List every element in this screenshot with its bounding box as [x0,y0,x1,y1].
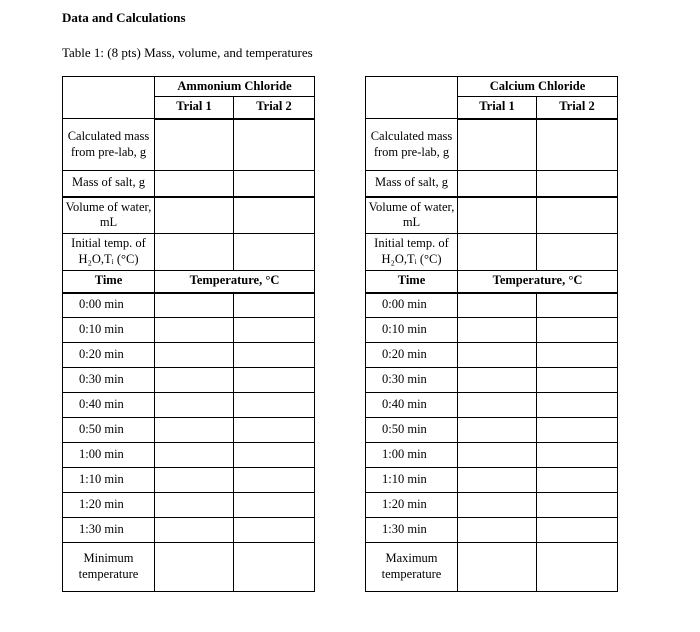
trial-2-cell[interactable] [537,343,618,368]
trial-1-header: Trial 1 [458,97,537,119]
trial-2-cell[interactable] [537,368,618,393]
trial-1-cell[interactable] [458,119,537,171]
time-label: 1:20 min [63,493,155,518]
trial-2-cell[interactable] [234,393,315,418]
trial-1-cell[interactable] [155,443,234,468]
trial-2-header: Trial 2 [537,97,618,119]
corner-cell [366,77,458,119]
trial-1-cell[interactable] [155,493,234,518]
trial-1-cell[interactable] [458,393,537,418]
trial-2-cell[interactable] [234,468,315,493]
time-label: 0:20 min [366,343,458,368]
time-label: 0:10 min [366,318,458,343]
trial-2-cell[interactable] [537,293,618,318]
time-label: 1:10 min [63,468,155,493]
trial-2-cell[interactable] [537,468,618,493]
table-caption: Table 1: (8 pts) Mass, volume, and temperatures [62,45,313,60]
trial-2-cell[interactable] [537,197,618,234]
trial-2-cell[interactable] [537,234,618,271]
trial-1-cell[interactable] [155,393,234,418]
trial-2-cell[interactable] [537,493,618,518]
trial-1-cell[interactable] [458,197,537,234]
time-label: 1:30 min [63,518,155,543]
trial-2-cell[interactable] [234,234,315,271]
page-heading: Data and Calculations [62,10,186,25]
trial-1-cell[interactable] [155,119,234,171]
trial-1-cell[interactable] [155,197,234,234]
calculated-mass-label: Calculated mass from pre-lab, g [366,119,458,171]
time-label: 0:20 min [63,343,155,368]
trial-1-cell[interactable] [155,318,234,343]
trial-1-cell[interactable] [458,443,537,468]
volume-of-water-label: Volume of water, mL [366,197,458,234]
trial-1-cell[interactable] [155,543,234,592]
time-header: Time [63,271,155,293]
trial-1-cell[interactable] [458,293,537,318]
trial-2-cell[interactable] [234,119,315,171]
compound-header: Calcium Chloride [458,77,618,97]
trial-1-cell[interactable] [458,518,537,543]
initial-temp-label: Initial temp. of H₂O,Tᵢ (°C) [63,234,155,271]
trial-1-cell[interactable] [155,368,234,393]
temperature-header: Temperature, °C [458,271,618,293]
trial-2-cell[interactable] [234,418,315,443]
trial-2-cell[interactable] [537,518,618,543]
time-label: 0:40 min [63,393,155,418]
trial-2-cell[interactable] [537,543,618,592]
trial-1-cell[interactable] [458,171,537,197]
time-label: 1:30 min [366,518,458,543]
time-label: 1:10 min [366,468,458,493]
temperature-header: Temperature, °C [155,271,315,293]
trial-1-cell[interactable] [155,171,234,197]
trial-2-cell[interactable] [234,343,315,368]
time-label: 1:00 min [63,443,155,468]
maximum-temperature-label: Maximum temperature [366,543,458,592]
trial-2-cell[interactable] [234,443,315,468]
trial-2-cell[interactable] [234,518,315,543]
trial-2-cell[interactable] [234,543,315,592]
trial-1-cell[interactable] [458,234,537,271]
time-label: 0:50 min [63,418,155,443]
time-label: 1:20 min [366,493,458,518]
trial-2-cell[interactable] [537,171,618,197]
trial-2-cell[interactable] [537,418,618,443]
time-label: 0:00 min [366,293,458,318]
trial-2-header: Trial 2 [234,97,315,119]
trial-1-cell[interactable] [458,493,537,518]
trial-1-cell[interactable] [458,468,537,493]
ammonium-chloride-table [62,76,315,592]
trial-1-cell[interactable] [458,343,537,368]
time-label: 0:30 min [366,368,458,393]
trial-1-cell[interactable] [155,234,234,271]
trial-2-cell[interactable] [234,197,315,234]
trial-2-cell[interactable] [537,119,618,171]
calculated-mass-label: Calculated mass from pre-lab, g [63,119,155,171]
trial-1-cell[interactable] [155,418,234,443]
trial-2-cell[interactable] [537,443,618,468]
compound-header: Ammonium Chloride [155,77,315,97]
time-label: 0:30 min [63,368,155,393]
trial-1-cell[interactable] [458,543,537,592]
corner-cell [63,77,155,119]
trial-2-cell[interactable] [234,171,315,197]
time-label: 0:10 min [63,318,155,343]
mass-of-salt-label: Mass of salt, g [63,171,155,197]
trial-1-cell[interactable] [155,293,234,318]
mass-of-salt-label: Mass of salt, g [366,171,458,197]
trial-1-cell[interactable] [458,418,537,443]
time-header: Time [366,271,458,293]
trial-2-cell[interactable] [234,493,315,518]
trial-2-cell[interactable] [537,393,618,418]
time-label: 0:00 min [63,293,155,318]
trial-2-cell[interactable] [234,293,315,318]
time-label: 0:50 min [366,418,458,443]
time-label: 1:00 min [366,443,458,468]
time-label: 0:40 min [366,393,458,418]
trial-1-cell[interactable] [458,368,537,393]
initial-temp-label: Initial temp. of H₂O,Tᵢ (°C) [366,234,458,271]
volume-of-water-label: Volume of water, mL [63,197,155,234]
trial-1-cell[interactable] [155,518,234,543]
trial-2-cell[interactable] [537,318,618,343]
trial-2-cell[interactable] [234,318,315,343]
trial-1-cell[interactable] [155,343,234,368]
trial-2-cell[interactable] [234,368,315,393]
trial-1-cell[interactable] [458,318,537,343]
trial-1-header: Trial 1 [155,97,234,119]
calcium-chloride-table [365,76,618,592]
trial-1-cell[interactable] [155,468,234,493]
minimum-temperature-label: Minimum temperature [63,543,155,592]
